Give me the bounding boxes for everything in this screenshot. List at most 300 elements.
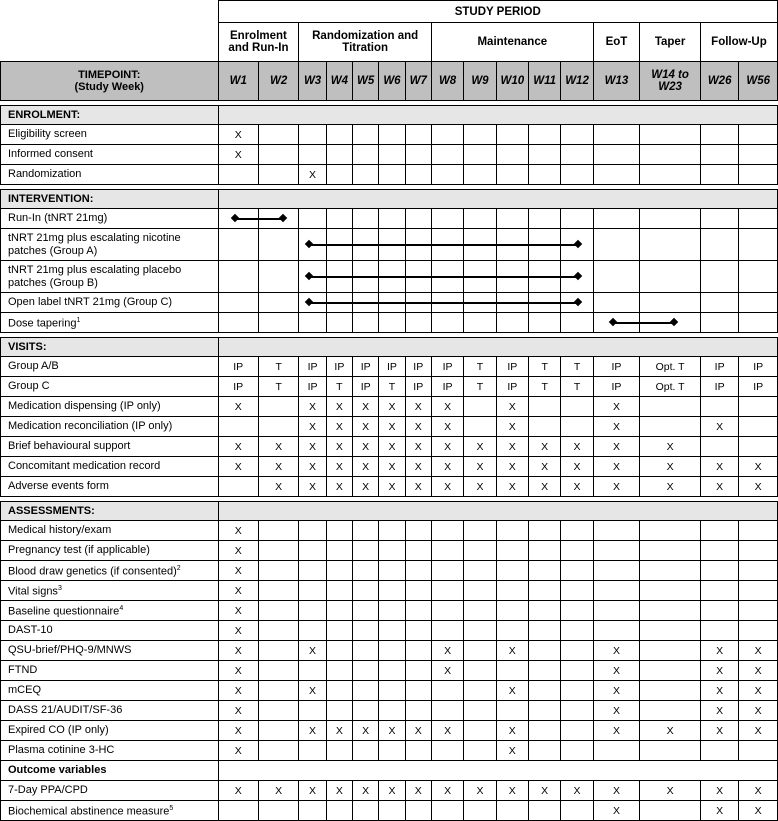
schedule-cell [700,621,738,641]
schedule-cell [739,541,778,561]
row-label-text: 7-Day PPA/CPD [8,784,88,796]
schedule-cell: IP [353,357,379,377]
schedule-cell [258,561,298,581]
schedule-cell [593,581,640,601]
schedule-cell [561,801,593,821]
schedule-cell: X [739,641,778,661]
schedule-cell: X [353,721,379,741]
schedule-cell [258,125,298,145]
row-label [1,397,219,417]
schedule-cell [593,293,640,313]
schedule-cell: T [528,357,560,377]
table-row [1,581,778,601]
schedule-cell [218,417,258,437]
schedule-cell [326,661,352,681]
row-label [1,209,219,229]
row-label [1,377,219,397]
schedule-cell [405,561,431,581]
schedule-cell [405,229,431,261]
schedule-cell [258,641,298,661]
schedule-cell: T [258,357,298,377]
schedule-cell: X [218,661,258,681]
row-label [1,261,219,293]
schedule-cell: X [353,417,379,437]
schedule-cell [593,541,640,561]
schedule-cell [258,417,298,437]
schedule-cell: X [496,417,528,437]
schedule-cell: X [431,721,463,741]
schedule-cell: IP [405,357,431,377]
week-header: W14 to W23 [640,62,701,101]
schedule-cell [326,229,352,261]
schedule-cell [326,145,352,165]
table-row [1,293,778,313]
row-label-text: Blood draw genetics (if consented) [8,565,177,578]
schedule-cell [464,801,496,821]
schedule-cell [700,165,738,185]
schedule-cell [640,229,701,261]
schedule-cell [528,417,560,437]
schedule-cell [561,209,593,229]
schedule-cell [561,641,593,661]
schedule-cell: X [258,437,298,457]
schedule-cell: X [258,781,298,801]
schedule-cell [496,621,528,641]
schedule-cell [700,581,738,601]
section-title: ASSESSMENTS: [1,502,219,521]
schedule-cell: X [379,417,405,437]
schedule-cell: X [496,681,528,701]
schedule-cell: X [739,681,778,701]
schedule-cell [640,313,701,333]
footnote-marker: 5 [169,805,174,813]
schedule-cell: X [299,457,326,477]
schedule-cell [405,261,431,293]
schedule-cell [640,209,701,229]
study-period-heading: STUDY PERIOD [218,1,778,23]
schedule-cell: X [593,641,640,661]
schedule-cell: X [700,781,738,801]
row-label-text: Medication reconciliation (IP only) [8,420,173,432]
schedule-cell [353,541,379,561]
schedule-cell [379,561,405,581]
schedule-cell: X [379,397,405,417]
schedule-cell: X [561,457,593,477]
schedule-cell [496,165,528,185]
week-header: W26 [700,62,738,101]
schedule-cell [700,261,738,293]
schedule-cell [258,661,298,681]
schedule-cell: X [299,437,326,457]
row-label-text: FTND [8,664,38,676]
schedule-cell [640,701,701,721]
row-label-text: Group A/B [8,360,59,372]
schedule-cell [739,145,778,165]
schedule-cell [258,261,298,293]
schedule-cell: X [431,477,463,497]
schedule-cell [353,581,379,601]
schedule-cell [593,561,640,581]
schedule-cell: X [218,741,258,761]
schedule-cell [405,601,431,621]
schedule-cell: X [528,457,560,477]
row-label [1,357,219,377]
schedule-cell [326,293,352,313]
timepoint-label-line2: (Study Week) [74,81,144,93]
schedule-cell [561,521,593,541]
schedule-cell [353,521,379,541]
row-label [1,145,219,165]
schedule-cell: X [700,721,738,741]
table-row [1,261,778,293]
schedule-cell [326,621,352,641]
schedule-cell: X [379,721,405,741]
schedule-cell [299,521,326,541]
timepoint-label-line1: TIMEPOINT: [78,69,141,81]
schedule-cell [561,541,593,561]
schedule-cell [258,621,298,641]
row-label [1,477,219,497]
week-header: W5 [353,62,379,101]
row-label [1,293,219,313]
table-row [1,561,778,581]
schedule-cell [640,581,701,601]
schedule-cell [379,229,405,261]
row-label-text: Randomization [8,168,82,180]
row-label [1,165,219,185]
schedule-cell: X [299,165,326,185]
schedule-cell: IP [739,357,778,377]
table-row [1,621,778,641]
schedule-cell [561,313,593,333]
week-header: W3 [299,62,326,101]
schedule-cell [700,209,738,229]
corner-blank-2 [1,23,219,62]
schedule-cell: X [496,397,528,417]
footnote-marker: 2 [176,565,181,573]
schedule-cell [299,293,326,313]
schedule-cell: X [528,437,560,457]
schedule-cell [299,661,326,681]
schedule-cell [739,165,778,185]
schedule-cell [739,437,778,457]
table-row [1,641,778,661]
schedule-cell [258,293,298,313]
schedule-cell: X [299,417,326,437]
table-row [1,781,778,801]
schedule-cell [431,801,463,821]
table-row [1,145,778,165]
schedule-cell: X [700,457,738,477]
schedule-cell [431,293,463,313]
section-header-fill [218,502,778,521]
schedule-cell [326,681,352,701]
schedule-cell: X [593,417,640,437]
schedule-cell: X [739,661,778,681]
schedule-cell: X [739,801,778,821]
schedule-cell: X [379,437,405,457]
schedule-cell [326,313,352,333]
row-label [1,761,219,781]
schedule-cell [431,209,463,229]
row-label [1,661,219,681]
schedule-cell: X [528,781,560,801]
timepoint-label [1,62,219,101]
section-header-row [1,338,778,357]
schedule-cell [496,661,528,681]
week-header: W2 [258,62,298,101]
section-header-fill [218,190,778,209]
schedule-cell: IP [739,377,778,397]
schedule-cell: X [326,397,352,417]
table-row [1,457,778,477]
row-label-text: Eligibility screen [8,128,87,140]
table-row [1,229,778,261]
schedule-cell [528,561,560,581]
schedule-cell [379,801,405,821]
schedule-cell [496,125,528,145]
schedule-cell [739,621,778,641]
schedule-cell [700,541,738,561]
schedule-cell [431,561,463,581]
schedule-cell [379,313,405,333]
schedule-cell [700,293,738,313]
schedule-cell [528,661,560,681]
row-label-text: Run-In (tNRT 21mg) [8,212,108,224]
schedule-cell [464,721,496,741]
schedule-cell [528,801,560,821]
schedule-cell [700,561,738,581]
schedule-cell [496,313,528,333]
schedule-cell [379,641,405,661]
schedule-cell [561,293,593,313]
row-label-text: Concomitant medication record [8,460,161,472]
schedule-cell: IP [700,357,738,377]
schedule-cell [739,521,778,541]
schedule-cell [640,681,701,701]
row-label-text: tNRT 21mg plus escalating nicotine patches (Group A) [8,231,181,257]
schedule-cell [258,601,298,621]
schedule-cell: X [496,741,528,761]
schedule-cell: X [700,477,738,497]
schedule-cell: IP [299,357,326,377]
table-row [1,417,778,437]
schedule-cell: Opt. T [640,377,701,397]
schedule-cell [326,581,352,601]
week-header: W10 [496,62,528,101]
schedule-cell: X [700,701,738,721]
schedule-cell [431,261,463,293]
schedule-cell [640,293,701,313]
row-label-text: Vital signs [8,585,58,598]
schedule-cell [379,209,405,229]
schedule-cell [640,521,701,541]
schedule-cell: X [593,701,640,721]
row-label-text: Group C [8,380,50,392]
schedule-cell [464,145,496,165]
schedule-cell: X [218,437,258,457]
schedule-cell: X [299,477,326,497]
table-row [1,681,778,701]
schedule-cell [431,681,463,701]
schedule-cell [353,701,379,721]
schedule-cell [299,601,326,621]
schedule-cell: X [528,477,560,497]
schedule-cell [739,229,778,261]
schedule-cell [561,741,593,761]
row-label-text: Baseline questionnaire [8,605,120,618]
schedule-cell: X [464,781,496,801]
schedule-cell [405,313,431,333]
schedule-cell: X [431,397,463,417]
schedule-cell [258,581,298,601]
schedule-cell [299,701,326,721]
schedule-cell [353,801,379,821]
schedule-cell [326,801,352,821]
row-label-text: DAST-10 [8,624,53,636]
schedule-cell: X [405,437,431,457]
schedule-cell [640,417,701,437]
phase-header: EoT [593,23,640,62]
schedule-cell [561,417,593,437]
schedule-cell [258,397,298,417]
schedule-cell: IP [218,377,258,397]
corner-blank [1,1,219,23]
schedule-cell: X [353,397,379,417]
schedule-cell [464,661,496,681]
table-row [1,601,778,621]
schedule-cell [353,681,379,701]
row-label [1,701,219,721]
schedule-cell [561,601,593,621]
week-header: W9 [464,62,496,101]
row-label [1,601,219,621]
schedule-cell [299,229,326,261]
schedule-cell [561,701,593,721]
table-row [1,801,778,821]
phase-header: Maintenance [431,23,593,62]
schedule-cell [353,601,379,621]
row-label [1,125,219,145]
schedule-cell: T [258,377,298,397]
schedule-cell [464,681,496,701]
row-label [1,417,219,437]
schedule-cell [739,741,778,761]
row-label-text: Adverse events form [8,480,109,492]
schedule-cell [379,541,405,561]
schedule-cell [405,581,431,601]
schedule-cell [379,581,405,601]
schedule-cell [561,261,593,293]
schedule-cell: X [353,437,379,457]
schedule-cell: X [431,457,463,477]
schedule-cell [258,313,298,333]
schedule-cell [593,125,640,145]
row-label-text: Dose tapering [8,317,77,330]
schedule-cell [561,621,593,641]
schedule-cell [258,541,298,561]
row-label [1,437,219,457]
schedule-cell [593,229,640,261]
schedule-cell [640,641,701,661]
schedule-cell [496,561,528,581]
schedule-cell [379,741,405,761]
section-header-row [1,502,778,521]
schedule-cell [431,125,463,145]
table-row [1,721,778,741]
schedule-cell: IP [299,377,326,397]
schedule-cell: X [218,641,258,661]
schedule-cell [464,313,496,333]
schedule-cell: X [299,681,326,701]
schedule-cell [405,293,431,313]
schedule-cell: X [700,681,738,701]
schedule-cell [561,125,593,145]
row-label [1,641,219,661]
row-label-text: QSU-brief/PHQ-9/MNWS [8,644,132,656]
schedule-cell: IP [405,377,431,397]
table-row [1,521,778,541]
schedule-cell [739,313,778,333]
schedule-cell: X [593,397,640,417]
schedule-cell: IP [593,357,640,377]
footnote-marker: 4 [119,605,124,613]
schedule-cell [353,125,379,145]
schedule-cell [700,741,738,761]
table-row [1,761,778,781]
week-header: W6 [379,62,405,101]
schedule-cell: X [496,641,528,661]
schedule-cell [528,681,560,701]
table-row [1,313,778,333]
schedule-cell: X [299,781,326,801]
schedule-cell: X [379,477,405,497]
schedule-cell [326,261,352,293]
schedule-cell: X [379,781,405,801]
schedule-cell: X [640,437,701,457]
schedule-cell [326,209,352,229]
schedule-cell: X [431,661,463,681]
schedule-cell [353,641,379,661]
section-header-row [1,106,778,125]
schedule-cell: X [464,477,496,497]
schedule-cell: X [700,417,738,437]
schedule-cell [326,125,352,145]
schedule-cell: X [496,457,528,477]
schedule-cell: X [593,781,640,801]
week-header: W1 [218,62,258,101]
schedule-cell: X [593,457,640,477]
schedule-cell: X [640,781,701,801]
schedule-cell: IP [593,377,640,397]
schedule-cell [431,741,463,761]
schedule-cell [258,701,298,721]
schedule-cell [405,701,431,721]
row-label-text: Expired CO (IP only) [8,724,109,736]
row-label [1,541,219,561]
schedule-cell: X [739,457,778,477]
row-label [1,457,219,477]
schedule-cell [561,661,593,681]
schedule-cell [431,145,463,165]
schedule-cell [353,293,379,313]
week-header: W12 [561,62,593,101]
phase-header: Taper [640,23,701,62]
schedule-cell [561,721,593,741]
schedule-cell [593,261,640,293]
schedule-cell: X [299,721,326,741]
schedule-cell [464,397,496,417]
